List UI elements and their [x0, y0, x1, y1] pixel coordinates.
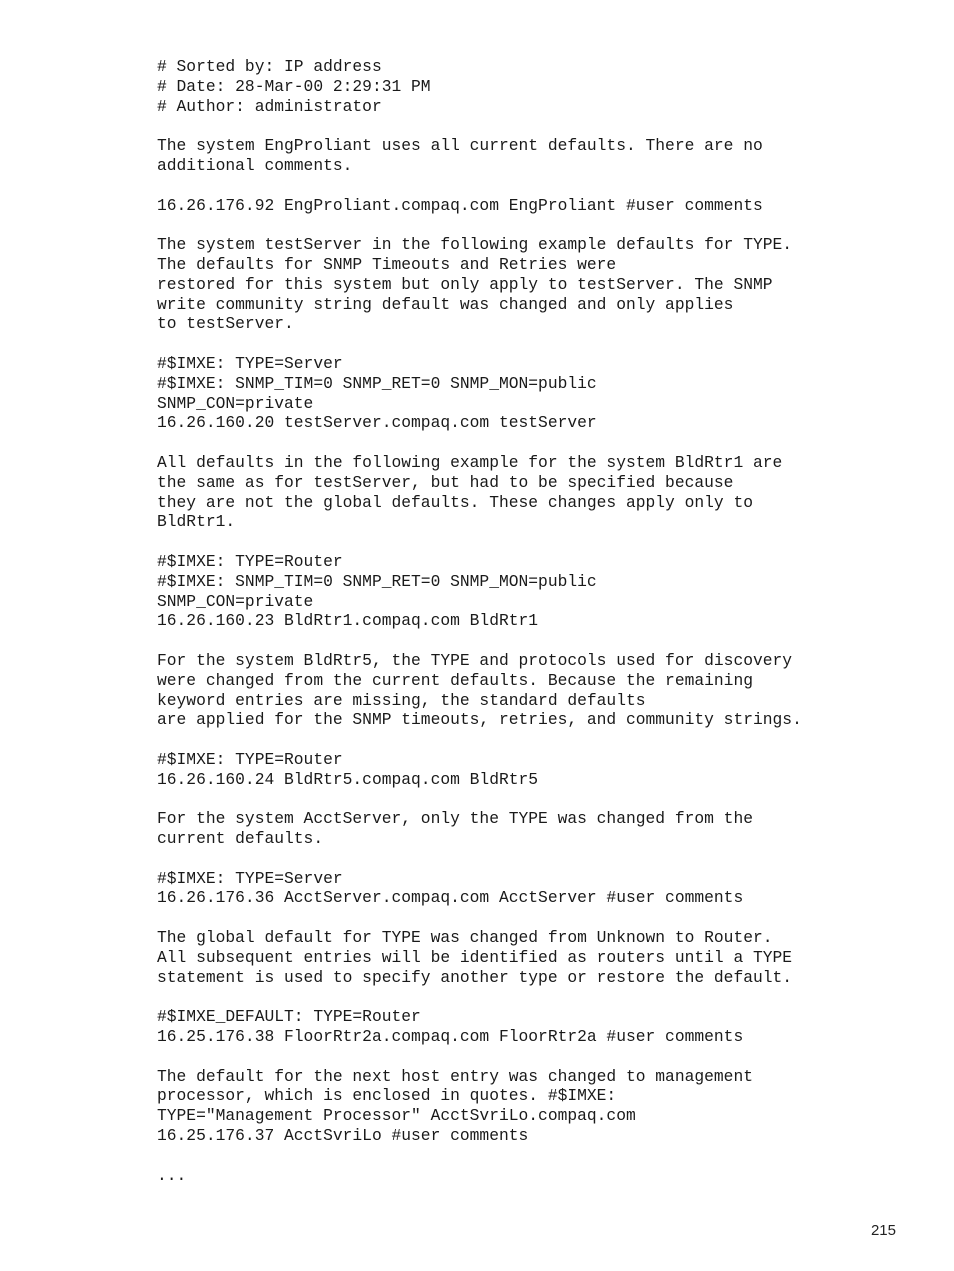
text-line: The defaults for SNMP Timeouts and Retries were: [157, 254, 617, 274]
text-line: #$IMXE: TYPE=Router: [157, 749, 343, 769]
paragraph: [157, 235, 917, 334]
text-line: 16.25.176.37 AcctSvriLo #user comments: [157, 1126, 529, 1146]
text-line: #$IMXE: TYPE=Router: [157, 551, 343, 571]
text-line: they are not the global defaults. These changes apply only to: [157, 492, 753, 512]
text-line: ...: [157, 1165, 187, 1185]
text-line: keyword entries are missing, the standard defaults: [157, 690, 646, 710]
text-line: restored for this system but only apply to testServer. The SNMP: [157, 274, 773, 294]
text-line: #$IMXE: TYPE=Server: [157, 353, 343, 373]
text-line: For the system BldRtr5, the TYPE and protocols used for discovery: [157, 650, 793, 670]
text-line: write community string default was changed and only applies: [157, 294, 734, 314]
text-line: 16.26.176.36 AcctServer.compaq.com AcctServer #user comments: [157, 888, 744, 908]
text-line: #$IMXE: SNMP_TIM=0 SNMP_RET=0 SNMP_MON=public: [157, 373, 597, 393]
header-comments: [157, 57, 917, 116]
text-line: BldRtr1.: [157, 512, 236, 532]
text-line: SNMP_CON=private: [157, 591, 314, 611]
text-line: 16.26.176.92 EngProliant.compaq.com EngProliant #user comments: [157, 195, 763, 215]
paragraph: [157, 809, 917, 849]
host-entry: [157, 869, 917, 909]
text-line: # Author: administrator: [157, 96, 382, 116]
text-line: The default for the next host entry was changed to management: [157, 1066, 753, 1086]
text-line: processor, which is enclosed in quotes. #$IMXE:: [157, 1086, 617, 1106]
text-line: current defaults.: [157, 829, 324, 849]
text-line: 16.26.160.20 testServer.compaq.com testServer: [157, 413, 597, 433]
host-entry: [157, 196, 917, 216]
host-entry: [157, 552, 917, 631]
text-line: The system testServer in the following example defaults for TYPE.: [157, 235, 793, 255]
text-line: # Date: 28-Mar-00 2:29:31 PM: [157, 76, 431, 96]
paragraph: [157, 453, 917, 532]
text-line: additional comments.: [157, 155, 353, 175]
text-line: #$IMXE: TYPE=Server: [157, 868, 343, 888]
text-line: 16.26.160.24 BldRtr5.compaq.com BldRtr5: [157, 769, 539, 789]
host-entry: [157, 750, 917, 790]
paragraph: [157, 136, 917, 176]
page-number: 215: [870, 1222, 896, 1239]
text-line: All subsequent entries will be identified as routers until a TYPE: [157, 947, 793, 967]
text-line: 16.25.176.38 FloorRtr2a.compaq.com FloorRtr2a #user comments: [157, 1027, 744, 1047]
text-line: statement is used to specify another type or restore the default.: [157, 967, 793, 987]
text-line: 16.26.160.23 BldRtr1.compaq.com BldRtr1: [157, 611, 539, 631]
paragraph: [157, 928, 917, 987]
text-line: #$IMXE_DEFAULT: TYPE=Router: [157, 1007, 421, 1027]
text-line: #$IMXE: SNMP_TIM=0 SNMP_RET=0 SNMP_MON=public: [157, 571, 597, 591]
text-line: are applied for the SNMP timeouts, retries, and community strings.: [157, 710, 802, 730]
ellipsis: [157, 1166, 917, 1186]
paragraph: [157, 1067, 917, 1146]
text-line: # Sorted by: IP address: [157, 57, 382, 76]
text-line: to testServer.: [157, 314, 294, 334]
text-line: SNMP_CON=private: [157, 393, 314, 413]
text-line: The system EngProliant uses all current defaults. There are no: [157, 136, 763, 156]
text-line: TYPE="Management Processor" AcctSvriLo.compaq.com: [157, 1106, 636, 1126]
host-entry: [157, 354, 917, 433]
text-line: The global default for TYPE was changed from Unknown to Router.: [157, 928, 773, 948]
text-line: For the system AcctServer, only the TYPE was changed from the: [157, 809, 753, 829]
paragraph: [157, 651, 917, 730]
document-body: [157, 57, 917, 1205]
host-entry: [157, 1007, 917, 1047]
text-line: were changed from the current defaults. Because the remaining: [157, 670, 753, 690]
text-line: the same as for testServer, but had to be specified because: [157, 472, 734, 492]
text-line: All defaults in the following example for the system BldRtr1 are: [157, 452, 783, 472]
